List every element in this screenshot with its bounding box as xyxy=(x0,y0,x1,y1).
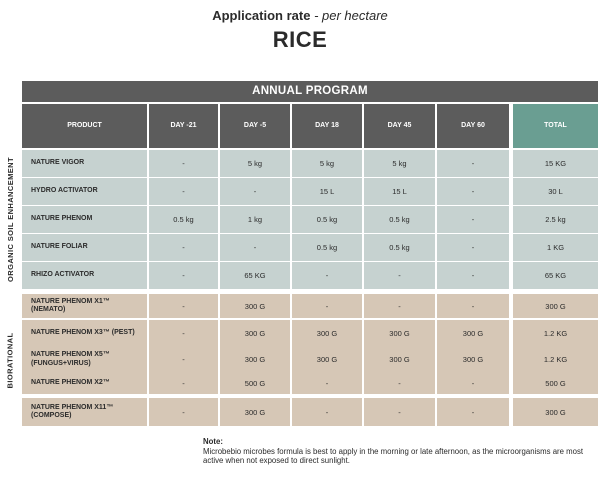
table-cell-day-18: 5 kg xyxy=(292,150,362,177)
product-name xyxy=(31,271,94,279)
table-cell-day-45: 5 kg xyxy=(364,150,435,177)
product-name xyxy=(31,215,92,223)
table-cell-product xyxy=(22,294,147,318)
note-title: Note: xyxy=(203,437,223,446)
table-cell-day-minus-5: 5 kg xyxy=(220,150,290,177)
section-label-text: ORGANIC SOIL ENHANCEMENT xyxy=(5,157,15,282)
table-cell-day-60: - xyxy=(437,150,509,177)
table-cell-day-minus-21: - xyxy=(149,294,218,318)
table-cell-day-minus-5: 500 G xyxy=(220,372,290,394)
section-label-text: BIORATIONAL xyxy=(5,332,15,388)
table-cell-day-60: - xyxy=(437,294,509,318)
product-name-line1: HYDRO ACTIVATOR xyxy=(31,187,98,195)
table-cell-total: 500 G xyxy=(513,372,598,394)
annual-program-banner: ANNUAL PROGRAM xyxy=(22,81,598,102)
table-cell-total: 15 KG xyxy=(513,150,598,177)
table-cell-total: 1.2 KG xyxy=(513,343,598,376)
table-cell-day-minus-21: - xyxy=(149,320,218,346)
table-cell-product xyxy=(22,234,147,261)
product-name-line1: NATURE PHENOM X11™ xyxy=(31,403,114,411)
column-header-day-18: DAY 18 xyxy=(292,104,362,148)
table-cell-day-60: 300 G xyxy=(437,343,509,376)
section-label-organic-soil-enhancement xyxy=(0,150,20,289)
product-name-line1: RHIZO ACTIVATOR xyxy=(31,271,95,279)
column-header-day-45: DAY 45 xyxy=(364,104,435,148)
table-cell-day-minus-21: - xyxy=(149,150,218,177)
table-cell-day-minus-21: - xyxy=(149,234,218,261)
table-cell-day-minus-5: 300 G xyxy=(220,343,290,376)
table-cell-day-minus-21: - xyxy=(149,262,218,289)
product-name-line1: NATURE PHENOM X5™ xyxy=(31,351,110,359)
table-cell-day-60: - xyxy=(437,234,509,261)
product-name xyxy=(31,404,113,421)
table-cell-total: 300 G xyxy=(513,398,598,426)
crop-title: RICE xyxy=(272,27,328,52)
product-name xyxy=(31,329,135,337)
column-header-day-60: DAY 60 xyxy=(437,104,509,148)
column-header-total: TOTAL xyxy=(513,104,598,148)
table-cell-day-45: - xyxy=(364,372,435,394)
table-cell-day-minus-21: - xyxy=(149,398,218,426)
table-cell-day-minus-21: 0.5 kg xyxy=(149,206,218,233)
column-header-day-minus-21: DAY -21 xyxy=(149,104,218,148)
table-cell-day-45: 0.5 kg xyxy=(364,234,435,261)
product-name-line1: NATURE PHENOM xyxy=(31,215,93,223)
table-cell-day-minus-5: - xyxy=(220,178,290,205)
product-name-line1: NATURE FOLIAR xyxy=(31,243,88,251)
table-cell-product xyxy=(22,262,147,289)
table-cell-day-45: 0.5 kg xyxy=(364,206,435,233)
table-cell-day-45: 300 G xyxy=(364,320,435,346)
table-cell-day-18: 0.5 kg xyxy=(292,234,362,261)
table-cell-day-18: 300 G xyxy=(292,320,362,346)
table-cell-day-45: - xyxy=(364,398,435,426)
heading-title: Application rate xyxy=(212,8,311,23)
table-cell-day-minus-5: 300 G xyxy=(220,294,290,318)
product-name-line2: (COMPOSE) xyxy=(31,412,72,419)
table-cell-day-60: - xyxy=(437,398,509,426)
column-header-day-minus-5: DAY -5 xyxy=(220,104,290,148)
table-cell-day-minus-5: 300 G xyxy=(220,398,290,426)
table-cell-day-45: - xyxy=(364,294,435,318)
table-cell-total: 30 L xyxy=(513,178,598,205)
table-cell-day-minus-21: - xyxy=(149,372,218,394)
product-name xyxy=(31,243,88,251)
table-cell-day-60: - xyxy=(437,262,509,289)
product-name xyxy=(31,187,98,195)
table-cell-day-60: - xyxy=(437,178,509,205)
product-name xyxy=(31,351,110,368)
note-block xyxy=(203,437,593,466)
table-cell-day-45: 15 L xyxy=(364,178,435,205)
column-header-product: PRODUCT xyxy=(22,104,147,148)
table-cell-total: 300 G xyxy=(513,294,598,318)
table-cell-day-18: 300 G xyxy=(292,343,362,376)
table-cell-day-45: - xyxy=(364,262,435,289)
product-name xyxy=(31,379,110,387)
table-cell-total: 1 KG xyxy=(513,234,598,261)
product-name-line2: (FUNGUS+VIRUS) xyxy=(31,359,91,367)
application-rate-heading xyxy=(0,8,600,23)
table-cell-day-18: 0.5 kg xyxy=(292,206,362,233)
product-name-line1: NATURE PHENOM X2™ xyxy=(31,378,110,386)
table-cell-day-18: 15 L xyxy=(292,178,362,205)
table-cell-day-18: - xyxy=(292,294,362,318)
product-name-line1: NATURE VIGOR xyxy=(31,159,85,167)
product-name xyxy=(31,159,84,167)
product-name xyxy=(31,298,110,315)
table-cell-day-minus-21: - xyxy=(149,178,218,205)
note-text: Microbebio microbes formula is best to apply in the morning or late afternoon, as the microorganisms are most active when not exposed to direct sunlight. xyxy=(203,446,584,466)
table-cell-day-18: - xyxy=(292,372,362,394)
table-cell-day-18: - xyxy=(292,262,362,289)
table-cell-product xyxy=(22,398,147,426)
table-cell-day-minus-5: 1 kg xyxy=(220,206,290,233)
section-label-biorational xyxy=(0,294,20,426)
table-cell-day-60: - xyxy=(437,372,509,394)
table-cell-day-60: - xyxy=(437,206,509,233)
table-cell-day-minus-5: - xyxy=(220,234,290,261)
table-cell-day-60: 300 G xyxy=(437,320,509,346)
table-cell-product xyxy=(22,150,147,177)
product-name-line2: (NEMATO) xyxy=(31,306,66,313)
product-name-line1: NATURE PHENOM X1™ xyxy=(31,297,110,305)
table-cell-day-minus-5: 65 KG xyxy=(220,262,290,289)
table-cell-total: 2.5 kg xyxy=(513,206,598,233)
table-cell-product xyxy=(22,206,147,233)
table-cell-day-minus-21: - xyxy=(149,343,218,376)
table-cell-product xyxy=(22,178,147,205)
product-name-line1: NATURE PHENOM X3™ (PEST) xyxy=(31,328,135,336)
table-cell-total: 65 KG xyxy=(513,262,598,289)
table-cell-day-45: 300 G xyxy=(364,343,435,376)
table-cell-product xyxy=(22,372,147,394)
table-cell-total: 1.2 KG xyxy=(513,320,598,346)
table-cell-day-18: - xyxy=(292,398,362,426)
heading-subtitle: - per hectare xyxy=(310,8,388,23)
table-cell-day-minus-5: 300 G xyxy=(220,320,290,346)
